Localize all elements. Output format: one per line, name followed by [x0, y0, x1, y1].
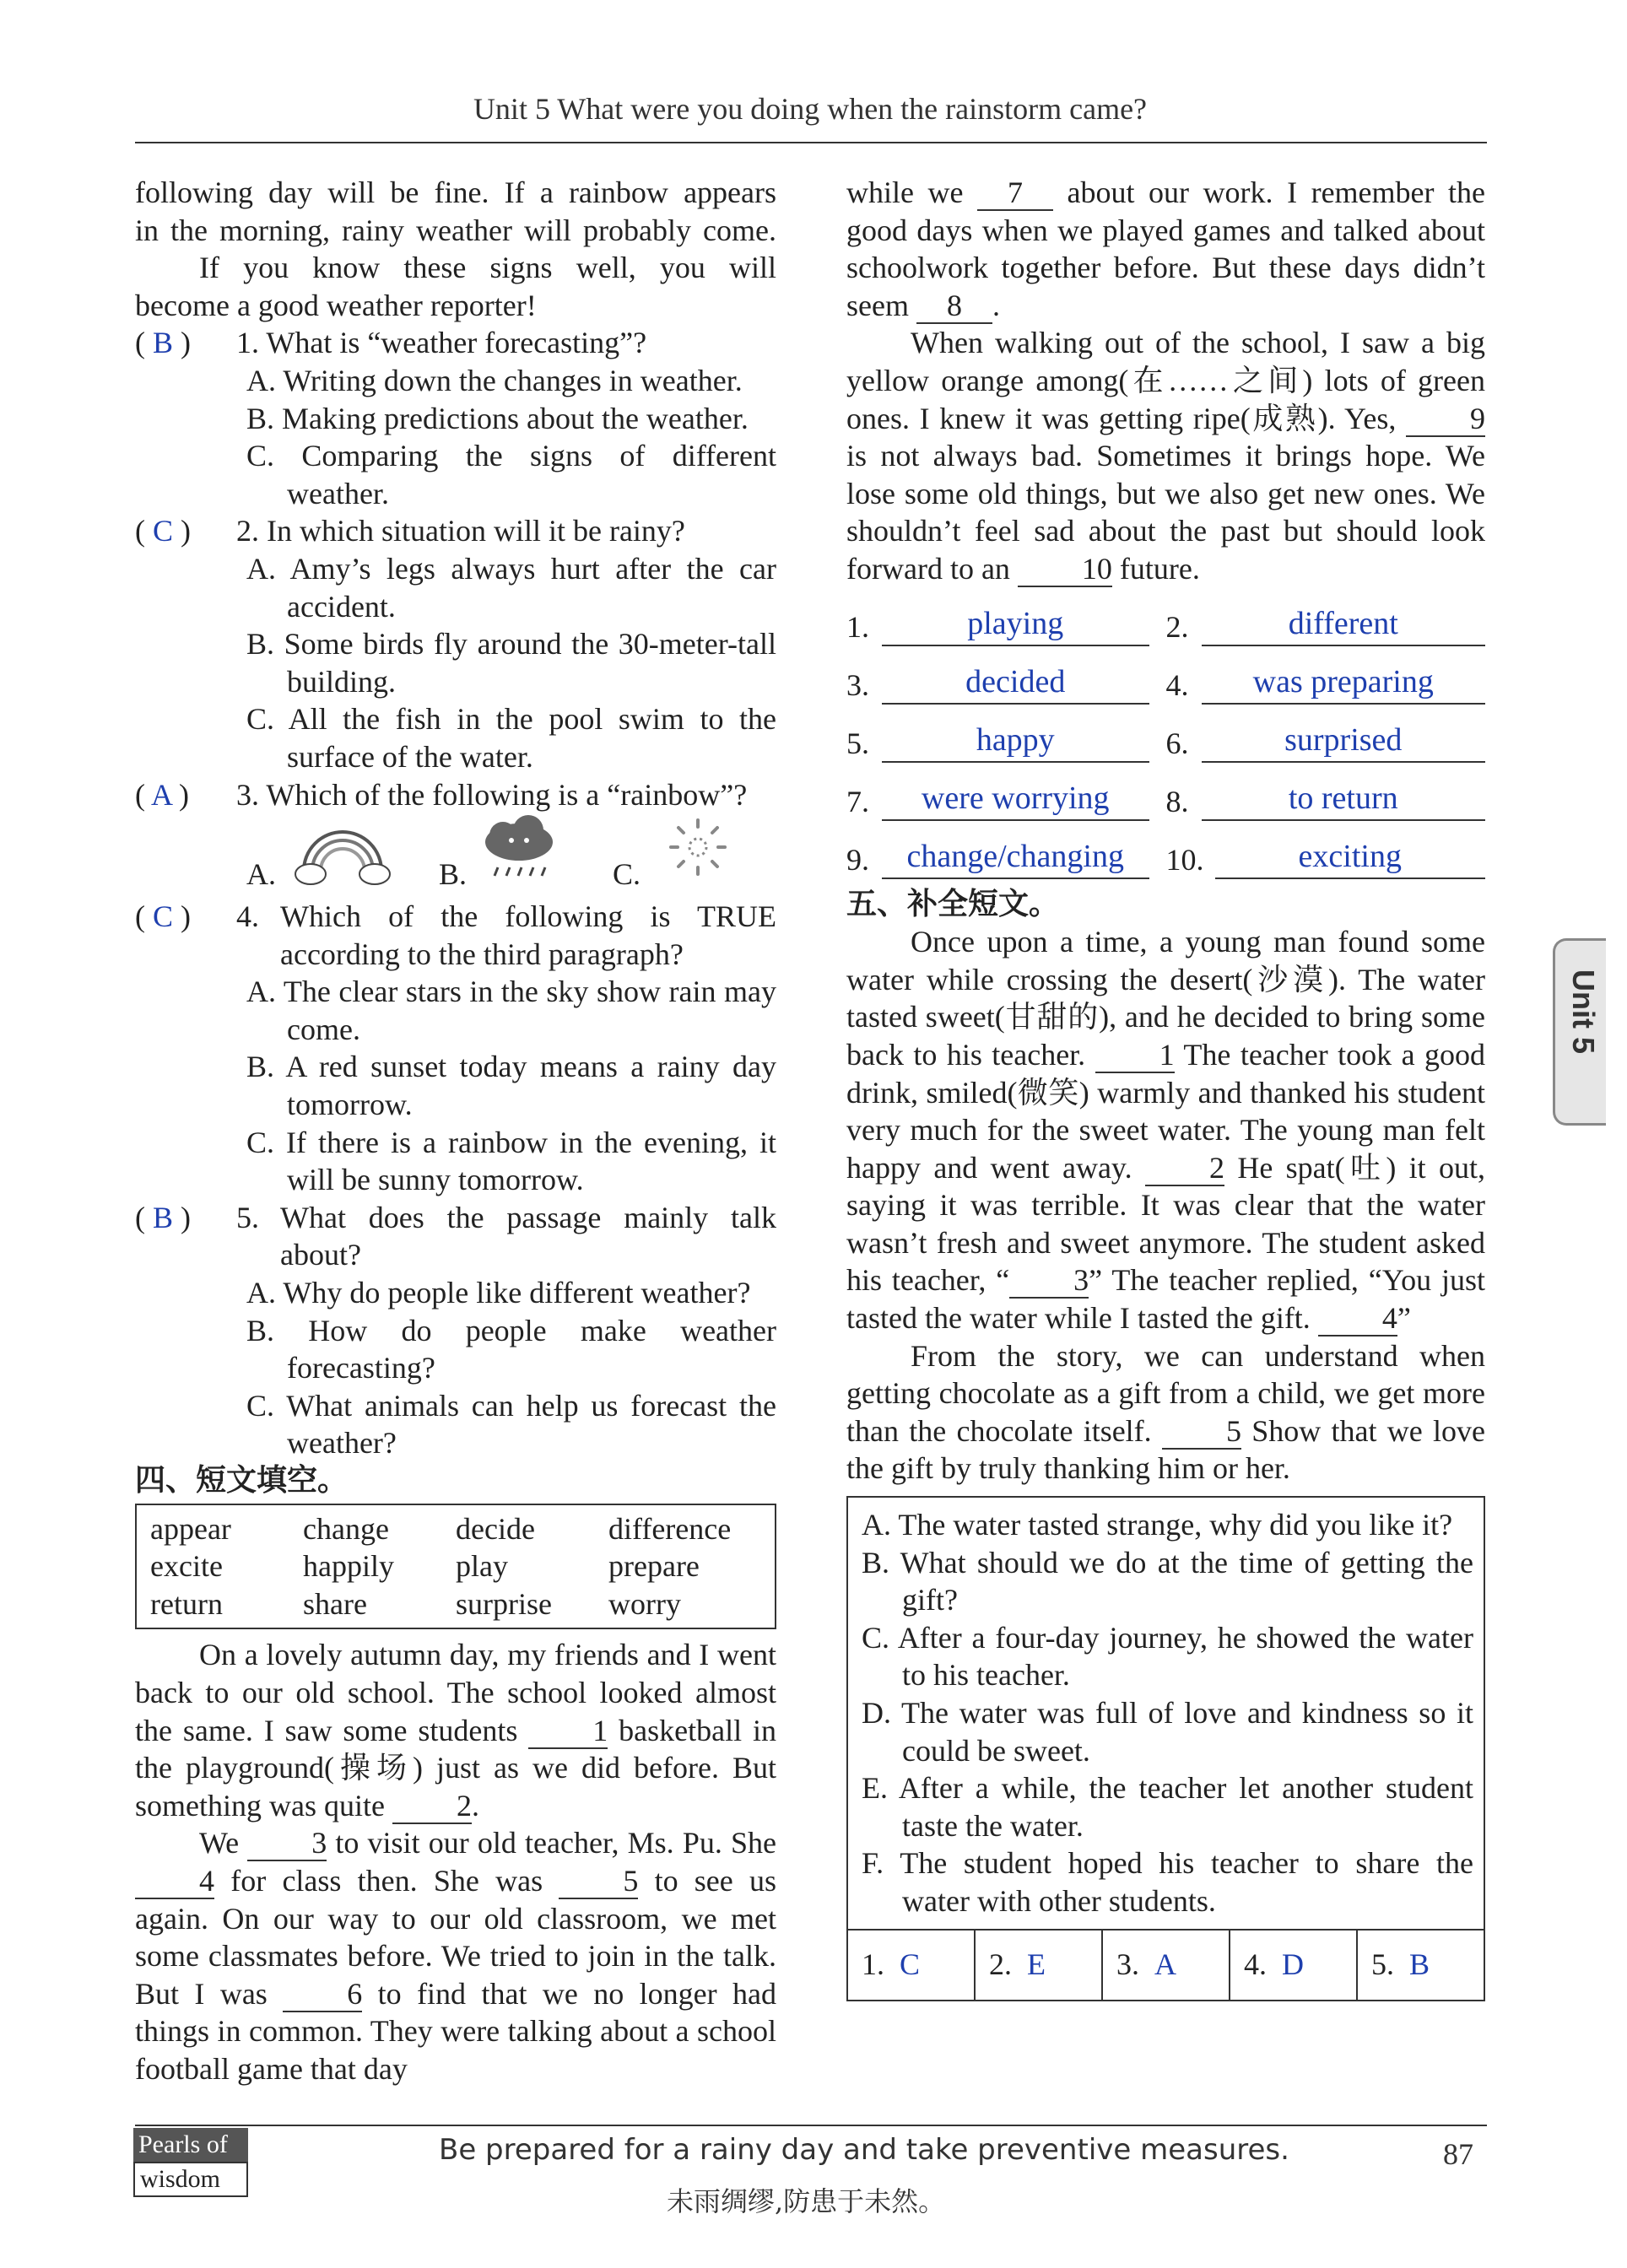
- option: C. If there is a rainbow in the evening, it will be sunny tomorrow.: [246, 1125, 776, 1197]
- header-divider: [135, 142, 1487, 143]
- answer-bracket: ( B ): [135, 1200, 192, 1234]
- option: B. How do people make weather forecasting?: [246, 1313, 776, 1385]
- blank[interactable]: 1: [528, 1714, 608, 1749]
- answer-field[interactable]: playing: [882, 602, 1149, 646]
- answer-grid: 1. playing 2. different 3. decided 4. was preparing 5. happy 6. surprised 7. were worrying 8. to return 9. change/changing 10. exciting: [846, 588, 1485, 879]
- intro-line: following day will be fine. If a rainbow appears: [135, 176, 776, 209]
- section-4-title: 四、短文填空。: [135, 1463, 349, 1498]
- answer-field[interactable]: decided: [882, 661, 1149, 705]
- rainbow-icon: [292, 815, 393, 888]
- word: prepare: [608, 1549, 700, 1584]
- option: C. After a four-day journey, he showed the water to his teacher.: [862, 1620, 1473, 1693]
- blank[interactable]: 4: [1318, 1301, 1397, 1336]
- passage-paragraph: We 3 to visit our old teacher, Ms. Pu. She 4 for class then. She was 5 to see us again. On our way to our old classroom, we met some classmates before. We tried to join in the talk. But I was 6 to find that we no longer had things in common. They were talking about a school football game that day: [135, 1826, 777, 2086]
- page-header: Unit 5 What were you doing when the rainstorm came?: [473, 92, 1148, 126]
- option: A. The water tasted strange, why did you like it?: [862, 1508, 1453, 1542]
- question-3: ( A ) 3. Which of the following is a “rainbow”? A. B. C.: [135, 776, 776, 899]
- blank[interactable]: 7: [977, 176, 1053, 211]
- left-column: [135, 174, 776, 2088]
- blank[interactable]: 5: [1162, 1414, 1241, 1450]
- footer-divider: [135, 2125, 1487, 2126]
- answer-cell[interactable]: A: [1154, 1947, 1176, 1982]
- word: surprise: [456, 1586, 552, 1621]
- proverb-english: Be prepared for a rainy day and take preventive measures.: [439, 2133, 1289, 2167]
- option: B.: [439, 857, 468, 892]
- answer-bracket: ( C ): [135, 514, 192, 548]
- rain-cloud-icon: [473, 813, 565, 886]
- option: A. Why do people like different weather?: [246, 1276, 751, 1310]
- answer-field[interactable]: were worrying: [882, 777, 1149, 821]
- word: change: [303, 1511, 389, 1546]
- question-4: ( C ) 4. Which of the following is TRUE according to the third paragraph? A. The clear stars in the sky show rain may come. B. A red sunset today means a rainy day tomorrow. C. If there is a rainbow in the evening, it will be sunny tomorrow.: [135, 898, 776, 1199]
- option: A. The clear stars in the sky show rain may come.: [246, 975, 776, 1046]
- option: E. After a while, the teacher let another student taste the water.: [862, 1771, 1473, 1843]
- option: C. All the fish in the pool swim to the surface of the water.: [246, 702, 776, 774]
- unit-side-tab[interactable]: Unit 5: [1553, 938, 1606, 1126]
- option: B. Some birds fly around the 30-meter-tall building.: [246, 627, 776, 699]
- passage-paragraph: On a lovely autumn day, my friends and I went back to our old school. The school looked almost the same. I saw some students 1 basketball in the playground(操场) just as we did before. But something was quite 2.: [135, 1638, 776, 1822]
- word: share: [303, 1586, 367, 1621]
- answer-cell[interactable]: E: [1027, 1947, 1046, 1982]
- sun-icon: [660, 813, 736, 886]
- blank[interactable]: 8: [916, 289, 992, 324]
- answer-field[interactable]: exciting: [1215, 835, 1486, 879]
- question-1: ( B ) 1. What is “weather forecasting”? A. Writing down the changes in weather. B. Making predictions about the weather. C. Comparing the signs of different weather.: [135, 324, 776, 512]
- para-line: If you know these signs well, you will: [199, 251, 776, 285]
- answer-field[interactable]: to return: [1202, 777, 1486, 821]
- word: return: [150, 1586, 223, 1621]
- blank[interactable]: 10: [1018, 552, 1112, 587]
- blank[interactable]: 4: [135, 1864, 214, 1899]
- blank[interactable]: 3: [1009, 1263, 1089, 1299]
- passage-paragraph: From the story, we can understand when getting chocolate as a gift from a child, we get more than the chocolate itself. 5 Show that we love the gift by truly thanking him or her.: [846, 1338, 1486, 1486]
- blank[interactable]: 1: [1095, 1038, 1175, 1073]
- answer-field[interactable]: was preparing: [1202, 661, 1486, 705]
- answer-field[interactable]: change/changing: [882, 835, 1149, 879]
- blank[interactable]: 9: [1406, 402, 1485, 437]
- para-line: become a good weather reporter!: [135, 288, 537, 322]
- passage-paragraph: When walking out of the school, I saw a big yellow orange among(在……之间) lots of green ones. I knew it was getting ripe(成熟). Yes, 9 is not always bad. Sometimes it brings hope. We lose some old things, but we also get new ones. We shouldn’t feel sad about the past but should look forward to an 10 future.: [846, 326, 1486, 586]
- option: C. Comparing the signs of different weather.: [246, 439, 776, 510]
- option: B. A red sunset today means a rainy day tomorrow.: [246, 1050, 776, 1122]
- word: worry: [608, 1586, 681, 1621]
- word-box: [135, 1504, 776, 1630]
- blank[interactable]: 2: [1145, 1151, 1224, 1186]
- word: appear: [150, 1511, 231, 1546]
- answer-field[interactable]: happy: [882, 719, 1149, 763]
- options-box: [846, 1496, 1485, 2001]
- option: A. Amy’s legs always hurt after the car accident.: [246, 551, 776, 624]
- right-column: [846, 174, 1485, 2001]
- question-5: ( B ) 5. What does the passage mainly talk about? A. Why do people like different weather? B. How do people make weather forecasting? C. What animals can help us forecast the weather?: [135, 1199, 776, 1462]
- question-2: ( C ) 2. In which situation will it be rainy? A. Amy’s legs always hurt after the car accident. B. Some birds fly around the 30-meter-tall building. C. All the fish in the pool swim to the surface of the water.: [135, 512, 776, 775]
- page-number: 87: [1443, 2137, 1473, 2171]
- answer-cell[interactable]: B: [1409, 1947, 1430, 1982]
- answer-bracket: ( B ): [135, 326, 192, 360]
- answer-field[interactable]: surprised: [1202, 719, 1486, 763]
- word: excite: [150, 1549, 223, 1584]
- intro-line: in the morning, rainy weather will probably come.: [135, 213, 776, 247]
- option: A. Writing down the changes in weather.: [246, 363, 743, 397]
- word: difference: [608, 1511, 732, 1546]
- option: D. The water was full of love and kindness so it could be sweet.: [862, 1696, 1473, 1768]
- section-5-title: 五、补全短文。: [846, 886, 1060, 921]
- pearls-of-wisdom-label: Pearls of wisdom: [133, 2128, 248, 2200]
- blank[interactable]: 6: [283, 1977, 362, 2012]
- answer-cell[interactable]: C: [900, 1947, 921, 1982]
- blank[interactable]: 3: [247, 1826, 327, 1861]
- word: happily: [303, 1549, 394, 1584]
- answer-cell[interactable]: D: [1282, 1947, 1304, 1982]
- proverb-chinese: 未雨绸缪,防患于未然。: [667, 2185, 946, 2217]
- answer-bracket: ( C ): [135, 899, 192, 934]
- answer-row: 1. C 2. E 3. A 4. D 5. B: [848, 1929, 1484, 2000]
- passage-paragraph: Once upon a time, a young man found some water while crossing the desert(沙漠). The water tasted sweet(甘甜的), and he decided to bring some back to his teacher. 1 The teacher took a good drink, smiled(微笑) warmly and thanked his student very much for the sweet water. The young man felt happy and went away. 2 He spat(吐) it out, saying it was terrible. It was clear that the water wasn’t fresh and sweet anymore. The student asked his teacher, “ 3” The teacher replied, “You just tasted the water while I tasted the gift. 4”: [846, 925, 1486, 1336]
- option: A.: [246, 857, 276, 892]
- word: play: [456, 1549, 508, 1584]
- blank[interactable]: 5: [559, 1864, 638, 1899]
- option: B. Making predictions about the weather.: [246, 401, 749, 435]
- option: F. The student hoped his teacher to share the water with other students.: [862, 1846, 1473, 1918]
- word: decide: [456, 1511, 535, 1546]
- blank[interactable]: 2: [392, 1789, 472, 1824]
- answer-bracket: ( A ): [135, 777, 190, 812]
- option: C.: [613, 857, 641, 892]
- option: B. What should we do at the time of getting the gift?: [862, 1545, 1473, 1617]
- passage-paragraph: while we 7 about our work. I remember the good days when we played games and talked about schoolwork together before. But these days didn’t seem 8 .: [846, 176, 1486, 322]
- answer-field[interactable]: different: [1202, 602, 1486, 646]
- option: C. What animals can help us forecast the weather?: [246, 1388, 776, 1461]
